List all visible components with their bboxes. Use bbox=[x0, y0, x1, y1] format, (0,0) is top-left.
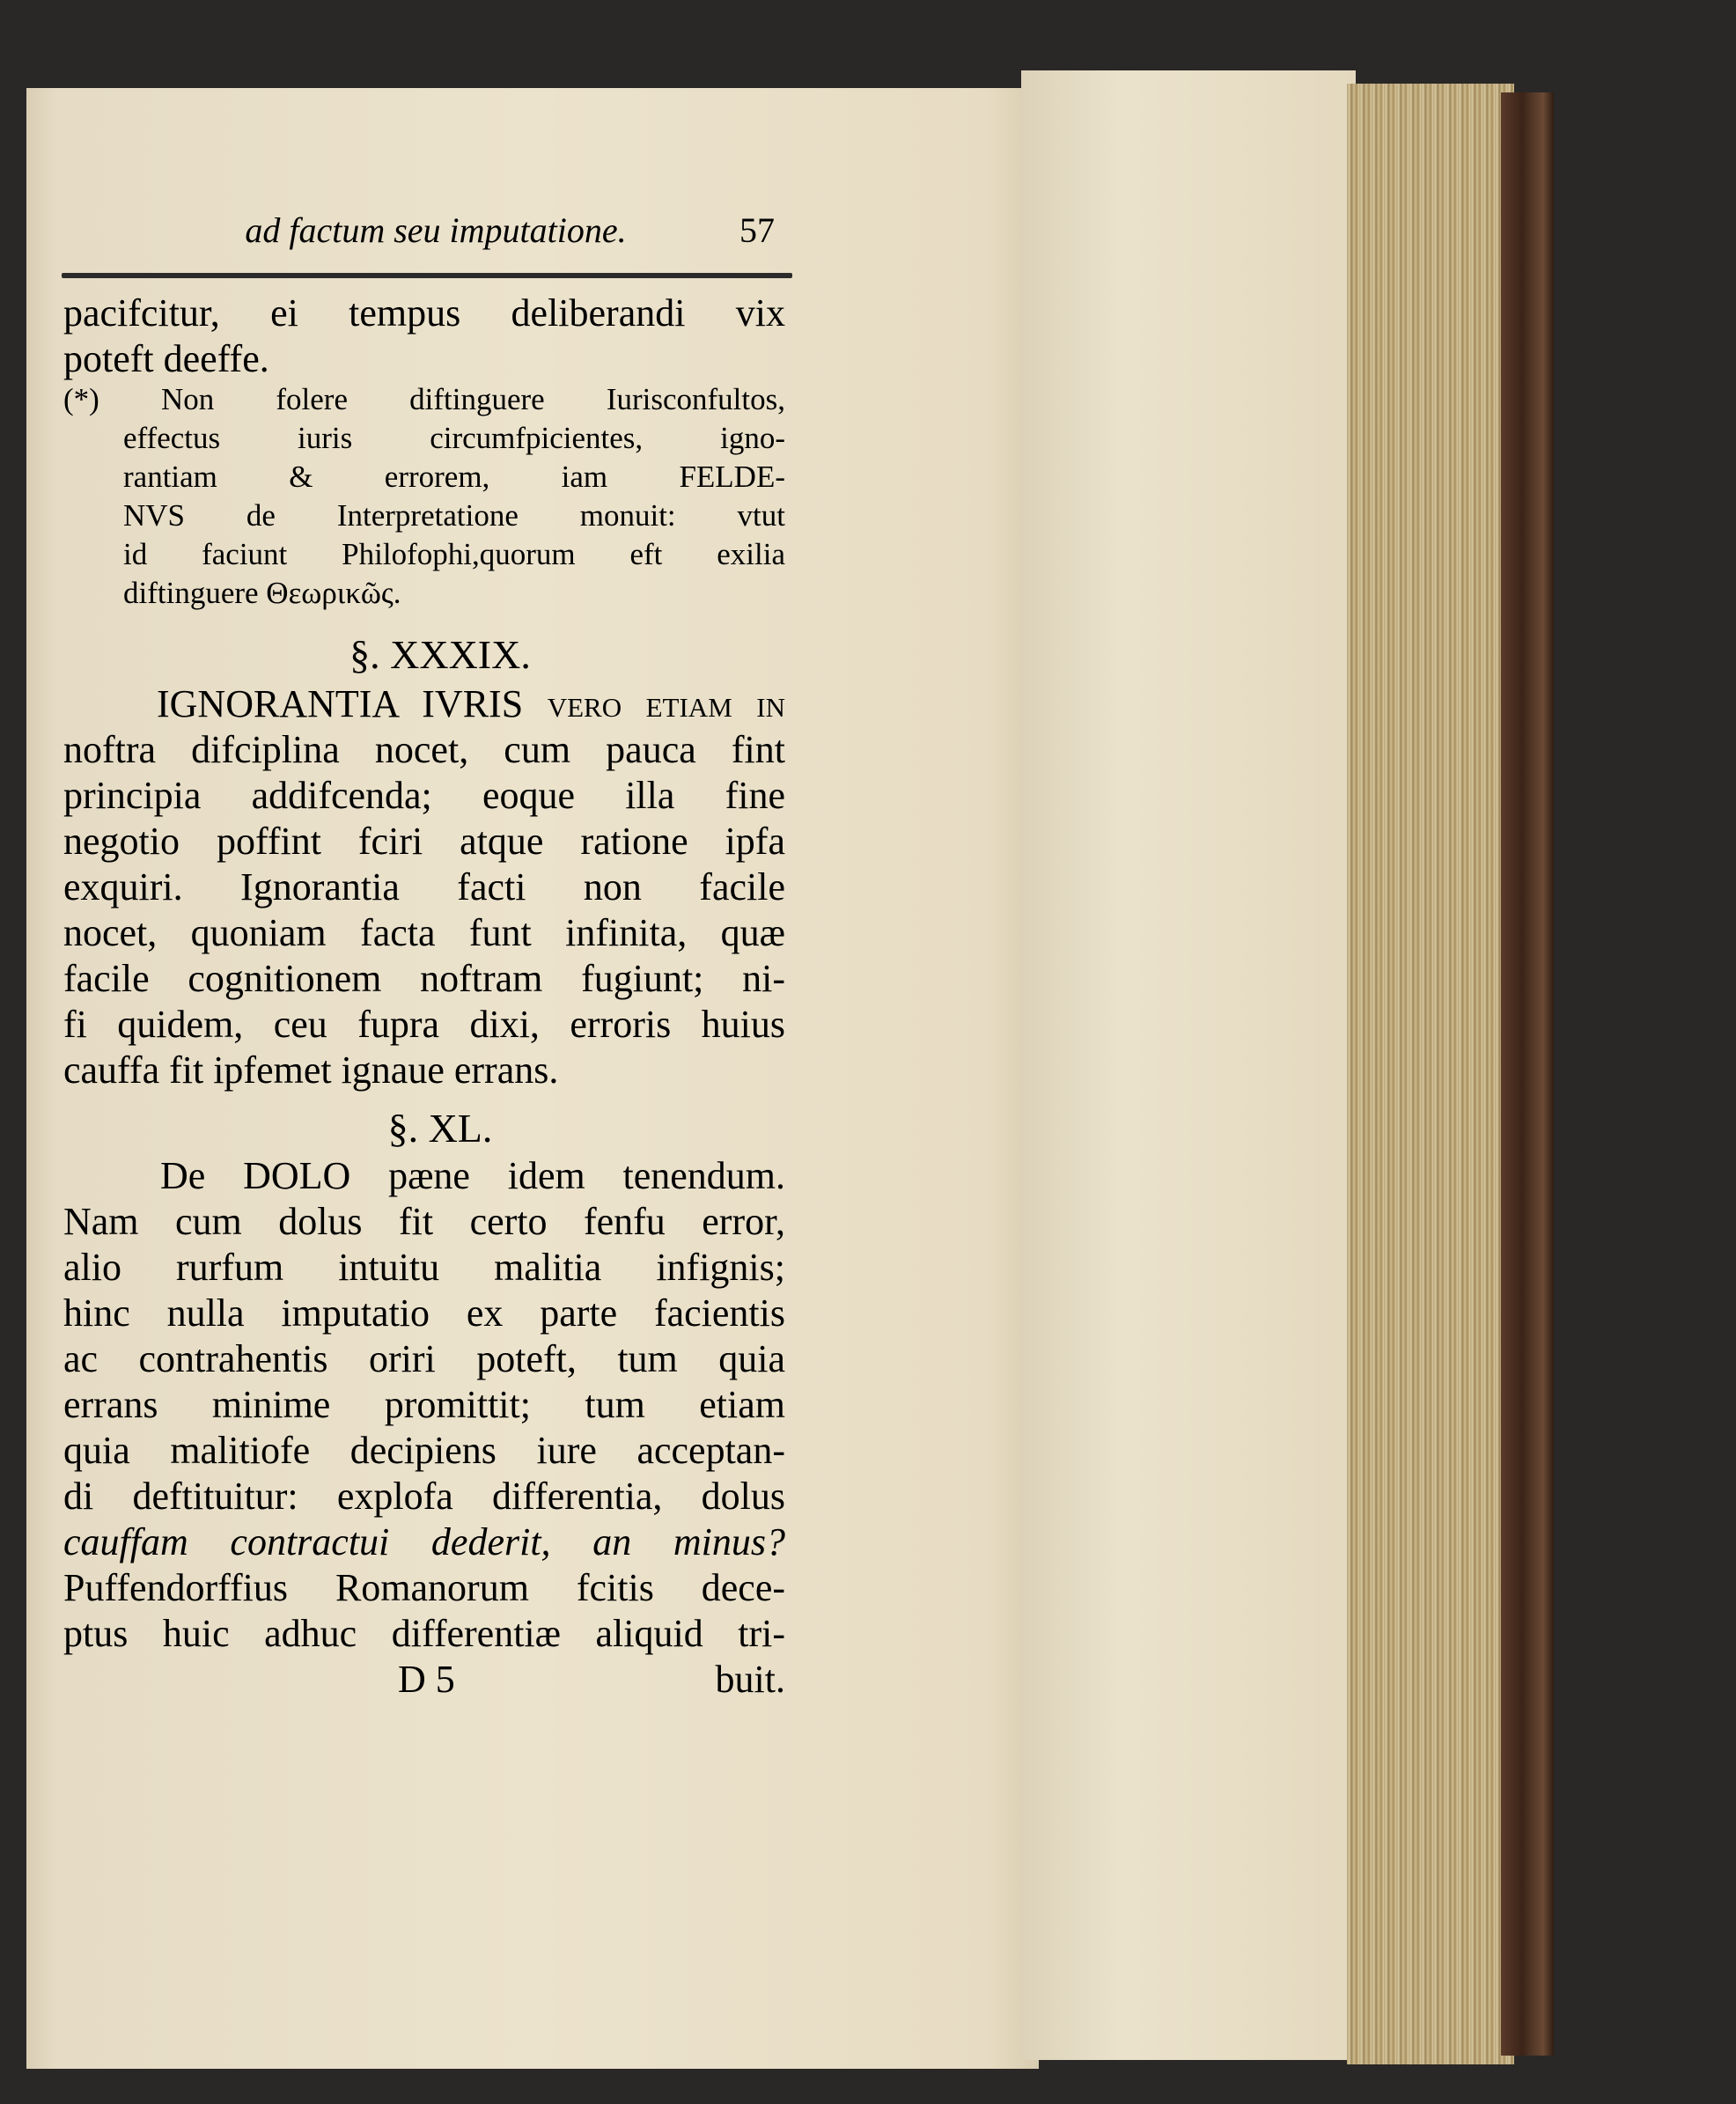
page-number: 57 bbox=[739, 210, 775, 250]
page-edges bbox=[1347, 84, 1514, 2064]
section-heading: §. XL. bbox=[387, 1106, 493, 1151]
text-line: Puffendorffius Romanorum fcitis dece- bbox=[63, 1566, 785, 1609]
text-line: exquiri. Ignorantia facti non facile bbox=[63, 865, 785, 909]
footnote-line: NVS de Interpretatione monuit: vtut bbox=[123, 498, 785, 533]
text-line: ac contrahentis oriri poteft, tum quia bbox=[63, 1337, 785, 1380]
section-heading: §. XXXIX. bbox=[349, 632, 531, 677]
text-line: Nam cum dolus fit certo fenfu error, bbox=[63, 1200, 785, 1243]
right-page-blank bbox=[1021, 70, 1356, 2060]
text-line: noftra difciplina nocet, cum pauca fint bbox=[63, 728, 785, 771]
footnote-line: (*) Non folere diftinguere Iurisconfultos, bbox=[63, 382, 785, 416]
running-head bbox=[97, 210, 775, 254]
text-line: di deftituitur: explofa differentia, dolus bbox=[63, 1475, 785, 1518]
text-line: errans minime promittit; tum etiam bbox=[63, 1383, 785, 1426]
text-line: De DOLO pæne idem tenendum. bbox=[160, 1154, 785, 1197]
footnote-line: rantiam & errorem, iam FELDE- bbox=[123, 460, 785, 494]
running-title: ad factum seu imputatione. bbox=[245, 210, 627, 250]
text-line: poteft deeffe. bbox=[63, 337, 269, 380]
text-line: ptus huic adhuc differentiæ aliquid tri- bbox=[63, 1612, 785, 1655]
text-line: cauffam contractui dederit, an minus? bbox=[63, 1520, 785, 1563]
text-line: alio rurfum intuitu malitia infignis; bbox=[63, 1246, 785, 1289]
text-line: IGNORANTIA IVRIS vero etiam in bbox=[157, 682, 785, 725]
page-footer bbox=[63, 1657, 785, 1703]
text-line: hinc nulla imputatio ex parte facientis bbox=[63, 1291, 785, 1335]
signature-mark: D 5 bbox=[398, 1658, 455, 1701]
text-line: principia addifcenda; eoque illa fine bbox=[63, 774, 785, 817]
footnote-line: effectus iuris circumfpicientes, igno- bbox=[123, 421, 785, 455]
footnote-line: diftinguere Θεωρικῶς. bbox=[123, 576, 401, 610]
text-line: pacifcitur, ei tempus deliberandi vix bbox=[63, 291, 785, 335]
text-line: cauffa fit ipfemet ignaue errans. bbox=[63, 1048, 559, 1092]
text-line: quia malitiofe decipiens iure acceptan- bbox=[63, 1429, 785, 1472]
catchword: buit. bbox=[715, 1658, 785, 1701]
text-line: nocet, quoniam facta funt infinita, quæ bbox=[63, 911, 785, 954]
text-line: negotio poffint fciri atque ratione ipfa bbox=[63, 820, 785, 863]
header-rule bbox=[62, 273, 792, 278]
footnote-line: id faciunt Philofophi,quorum eft exilia bbox=[123, 537, 785, 571]
book-cover bbox=[1501, 92, 1554, 2056]
text-line: fi quidem, ceu fupra dixi, erroris huius bbox=[63, 1003, 785, 1046]
text-line: facile cognitionem noftram fugiunt; ni- bbox=[63, 957, 785, 1000]
